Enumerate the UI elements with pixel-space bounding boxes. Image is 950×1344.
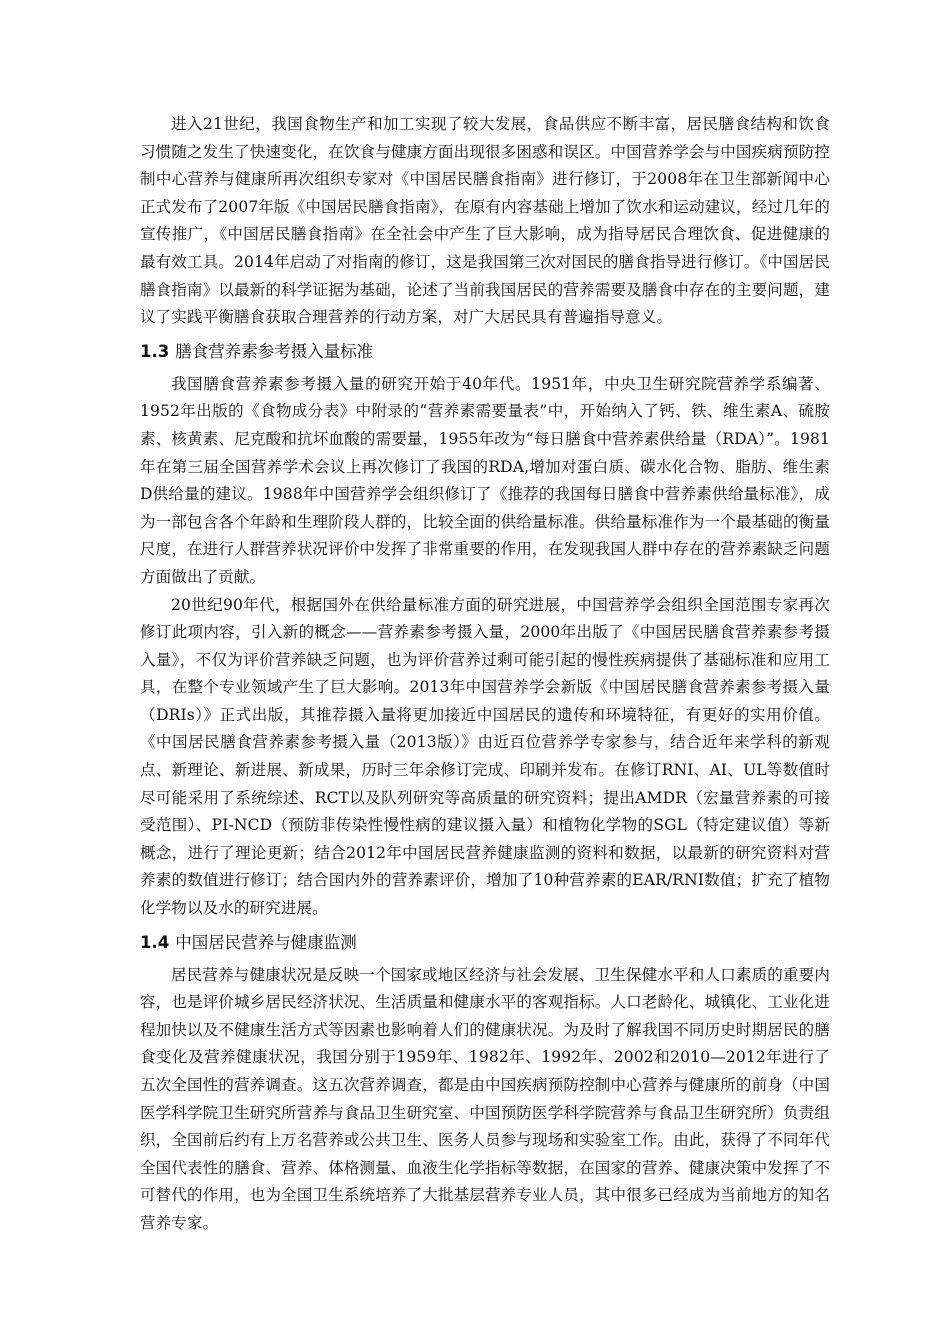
section-number: 1.4	[140, 932, 170, 952]
section-heading-1-4	[140, 929, 830, 957]
section-1-4-paragraph-1: 居民营养与健康状况是反映一个国家或地区经济与社会发展、卫生保健水平和人口素质的重要内容，也是评价城乡居民经济状况、生活质量和健康水平的客观指标。人口老龄化、城镇化、工业化进程加快以及不健康生活方式等因素也影响着人们的健康状况。为及时了解我国不同历史时期居民的膳食变化及营养健康状况，我国分别于1959年、1982年、1992年、2002和2010—2012年进行了五次全国性的营养调查。这五次营养调查，都是由中国疾病预防控制中心营养与健康所的前身（中国医学科学院卫生研究所营养与食品卫生研究室、中国预防医学科学院营养与食品卫生研究所）负责组织，全国前后约有上万名营养或公共卫生、医务人员参与现场和实验室工作。由此，获得了不同年代全国代表性的膳食、营养、体格测量、血液生化学指标等数据，在国家的营养、健康决策中发挥了不可替代的作用，也为全国卫生系统培养了大批基层营养专业人员，其中很多已经成为当前地方的知名营养专家。	[140, 965, 830, 1232]
intro-paragraph: 进入21世纪，我国食物生产和加工实现了较大发展，食品供应不断丰富，居民膳食结构和饮食习惯随之发生了快速变化，在饮食与健康方面出现很多困惑和误区。中国营养学会与中国疾病预防控制中心营养与健康所再次组织专家对《中国居民膳食指南》进行修订，于2008年在卫生部新闻中心正式发布了2007年版《中国居民膳食指南》，在原有内容基础上增加了饮水和运动建议，经过几年的宣传推广，《中国居民膳食指南》在全社会中产生了巨大影响，成为指导居民合理饮食、促进健康的最有效工具。2014年启动了对指南的修订，这是我国第三次对国民的膳食指导进行修订。《中国居民膳食指南》以最新的科学证据为基础，论述了当前我国居民的营养需要及膳食中存在的主要问题，建议了实践平衡膳食获取合理营养的行动方案，对广大居民具有普遍指导意义。	[140, 115, 830, 327]
section-1-3-paragraph-1: 我国膳食营养素参考摄入量的研究开始于40年代。1951年，中央卫生研究院营养学系编著、1952年出版的《食物成分表》中附录的“营养素需要量表”中，开始纳入了钙、铁、维生素A、硫胺素、核黄素、尼克酸和抗坏血酸的需要量，1955年改为“每日膳食中营养素供给量（RDA）”。1981年在第三届全国营养学术会议上再次修订了我国的RDA,增加对蛋白质、碳水化合物、脂肪、维生素D供给量的建议。1988年中国营养学会组织修订了《推荐的我国每日膳食中营养素供给量标准》，成为一部包含各个年龄和生理阶段人群的，比较全面的供给量标准。供给量标准作为一个最基础的衡量尺度，在进行人群营养状况评价中发挥了非常重要的作用，在发现我国人群中存在的营养素缺乏问题方面做出了贡献。	[140, 374, 830, 586]
section-title: 中国居民营养与健康监测	[175, 932, 357, 952]
document-page	[140, 111, 830, 1238]
section-1-3-paragraph-2: 20世纪90年代，根据国外在供给量标准方面的研究进展，中国营养学会组织全国范围专家再次修订此项内容，引入新的概念——营养素参考摄入量，2000年出版了《中国居民膳食营养素参考摄入量》，不仅为评价营养缺乏问题，也为评价营养过剩可能引起的慢性疾病提供了基础标准和应用工具，在整个专业领域产生了巨大影响。2013年中国营养学会新版《中国居民膳食营养素参考摄入量（DRIs）》正式出版，其推荐摄入量将更加接近中国居民的遗传和环境特征，有更好的实用价值。《中国居民膳食营养素参考摄入量（2013版）》由近百位营养学专家参与，结合近年来学科的新观点、新理论、新进展、新成果，历时三年余修订完成、印刷并发布。在修订RNI、AI、UL等数值时尽可能采用了系统综述、RCT以及队列研究等高质量的研究资料；提出AMDR（宏量营养素的可接受范围）、PI-NCD（预防非传染性慢性病的建议摄入量）和植物化学物的SGL（特定建议值）等新概念，进行了理论更新；结合2012年中国居民营养健康监测的资料和数据，以最新的研究资料对营养素的数值进行修订；结合国内外的营养素评价，增加了10种营养素的EAR/RNI数值；扩充了植物化学物以及水的研究进展。	[140, 595, 830, 918]
section-heading-1-3	[140, 338, 830, 366]
section-title: 膳食营养素参考摄入量标准	[175, 341, 374, 361]
section-number: 1.3	[140, 341, 170, 361]
